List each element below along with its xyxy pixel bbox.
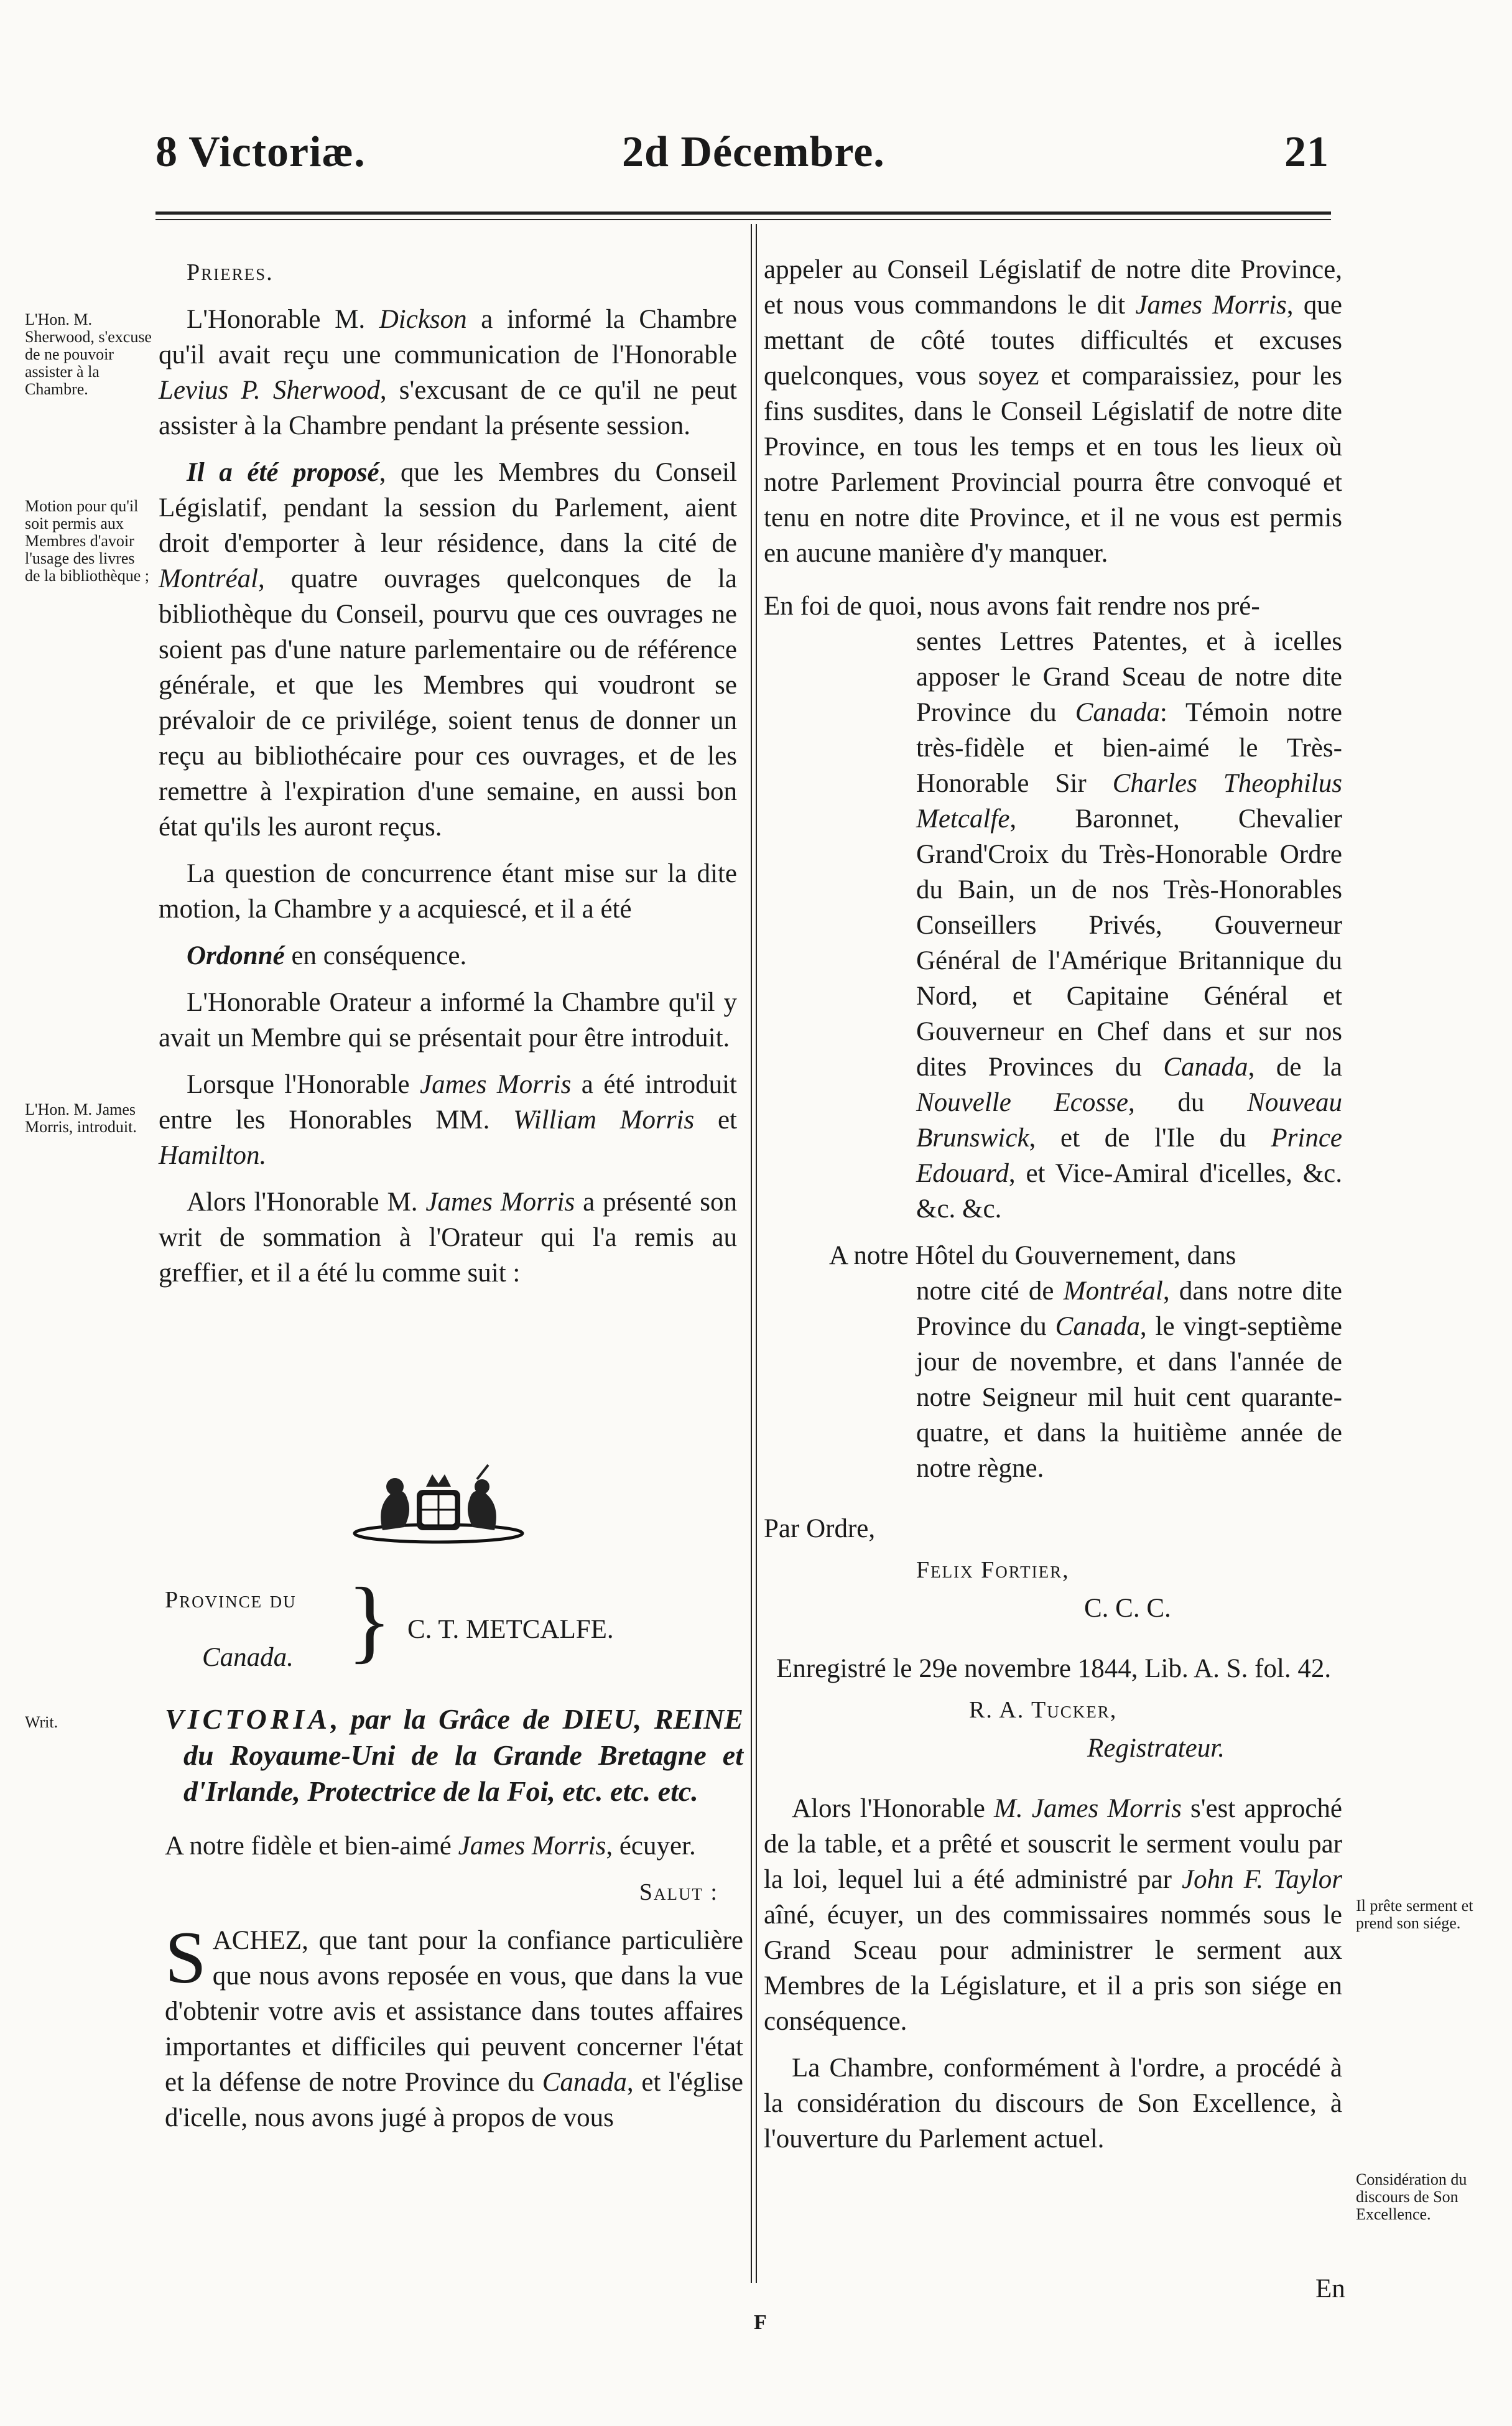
- margin-note-writ: Writ.: [25, 1713, 58, 1731]
- column-divider: [751, 224, 757, 2283]
- name-metcalfe: Charles Theophilus Metcalfe: [916, 769, 1343, 834]
- name-sherwood: Levius P. Sherwood: [159, 376, 380, 405]
- canada: Canada: [542, 2068, 627, 2097]
- text: , écuyer.: [606, 1831, 696, 1861]
- margin-note-sherwood: L'Hon. M. Sherwood, s'excuse de ne pouvoir assister à la Chambre.: [25, 310, 152, 398]
- canada: Canada: [1163, 1053, 1248, 1082]
- paragraph-concurrence: La question de concurrence étant mise sur la dite motion, la Chambre y a acquiescé, et il a été: [159, 859, 737, 924]
- signatory-registrateur: Registrateur.: [1087, 1734, 1225, 1763]
- writ-text: [165, 1701, 743, 2147]
- text: , que mettant de côté toutes difficultés et excuses quelconques, vous soyez et comparaissiez, pour les fins susdites, dans le Conseil Législatif de notre dite Province, en tous les temps et en tous les lieux où notre Parlement Provincial pourra être convoqué et tenu en notre dite Province, et il ne vous est permis en aucune manière d'y manquer.: [764, 290, 1342, 568]
- running-title-date: 2d Décembre.: [622, 128, 885, 176]
- text: appeler au Conseil Législatif de notre dite Province, et nous vous commandons le dit: [764, 255, 1342, 320]
- right-column: [764, 252, 1342, 2168]
- text: : Témoin notre très-fidèle et bien-aimé le Très-Honorable Sir: [916, 698, 1342, 798]
- text: a présenté son writ de sommation à l'Orateur qui l'a remis au greffier, et il a été lu comme suit :: [159, 1187, 737, 1288]
- text: , que les Membres du Conseil Législatif, pendant la session du Parlement, aient droit d'emporter à leur résidence, dans la cité de: [159, 458, 737, 558]
- margin-note-morris: L'Hon. M. James Morris, introduit.: [25, 1100, 137, 1136]
- paragraph-motion: [159, 455, 737, 845]
- name-james-morris: James Morris: [425, 1187, 575, 1217]
- text: a informé la Chambre qu'il avait reçu une communication de l'Honorable: [159, 305, 737, 369]
- city-montreal: Montréal: [1063, 1276, 1163, 1306]
- paragraph-writ-presented: [159, 1184, 737, 1291]
- margin-note-motion: Motion pour qu'il soit permis aux Membres d'avoir l'usage des livres de la bibliothèque ;: [25, 497, 150, 585]
- text: , et l'église d'icelle, nous avons jugé à propos de vous: [165, 2068, 743, 2132]
- section-heading-prieres: Prieres.: [187, 259, 274, 286]
- paragraph-hotel: [764, 1238, 1342, 1486]
- name-james-morris: M. James Morris: [994, 1794, 1182, 1823]
- text: Alors l'Honorable: [792, 1794, 995, 1823]
- canada: Canada: [1075, 698, 1160, 727]
- signatory-ccc: C. C. C.: [1084, 1594, 1171, 1623]
- left-column: [159, 255, 737, 1302]
- text: ACHEZ, que tant pour la confiance particulière que nous avons reposée en vous, que dans la vue d'obtenir votre avis et assistance dans toutes affaires importantes et difficiles qui peuvent concerner l'état et la défense de notre Province du: [165, 1926, 743, 2097]
- text: , dans notre dite Province du: [916, 1276, 1342, 1341]
- brace-glyph: }: [347, 1569, 392, 1672]
- paragraph-serment: [764, 1791, 1342, 2039]
- catchword: En: [1315, 2274, 1345, 2303]
- hotel-body: [764, 1273, 1342, 1486]
- signatory-tucker: R. A. Tucker,: [969, 1697, 1118, 1723]
- prince-edouard: Prince Edouard: [916, 1123, 1342, 1188]
- margin-note-serment: Il prête serment et prend son siége.: [1356, 1897, 1473, 1932]
- name-john-taylor: John F. Taylor: [1182, 1865, 1342, 1894]
- text: en conséquence.: [284, 941, 467, 970]
- text: , le vingt-septième jour de novembre, et dans l'année de notre Seigneur mil huit cent quarante-quatre, et dans la huitième année de notre règne.: [916, 1312, 1342, 1483]
- margin-note-consideration: Considération du discours de Son Excellence.: [1356, 2170, 1467, 2223]
- par-ordre: Par Ordre,: [764, 1514, 876, 1543]
- city-montreal: Montréal: [159, 564, 259, 593]
- text: Alors l'Honorable M.: [187, 1187, 426, 1217]
- text: A notre Hôtel du Gouvernement, dans: [829, 1241, 1236, 1270]
- paragraph-en-foi: [764, 588, 1342, 1227]
- addressee: [165, 1828, 743, 1864]
- text: sentes Lettres Patentes, et à icelles apposer le Grand Sceau de notre dite Province du: [916, 627, 1342, 727]
- victoria: VICTORIA: [165, 1703, 332, 1735]
- text: , et de l'Ile du: [1029, 1123, 1271, 1153]
- canada: Canada: [1055, 1312, 1140, 1341]
- registration-note: Enregistré le 29e novembre 1844, Lib. A. S. fol. 42.: [776, 1654, 1332, 1683]
- text: , et Vice-Amiral d'icelles, &c. &c. &c.: [916, 1159, 1342, 1224]
- text: s'est approché de la table, et a prêté et souscrit le serment voulu par la loi, lequel lui a été administré par: [764, 1794, 1342, 1894]
- paragraph-consideration: La Chambre, conformément à l'ordre, a procédé à la considération du discours de Son Excellence, à l'ouverture du Parlement actuel.: [764, 2053, 1342, 2154]
- text: , quatre ouvrages quelconques de la bibliothèque du Conseil, pourvu que ces ouvrages ne soient pas d'une nature parlementaire ou de référence générale, et que les Membres qui voudront se prévaloir de ce privilége, soient tenus de donner un reçu au bibliothécaire pour ces ouvrages, et de les remettre à l'expiration d'une semaine, en aussi bon état qu'ils les auront reçus.: [159, 564, 737, 842]
- name-james-morris: James Morris: [458, 1831, 606, 1861]
- text: , s'excusant de ce qu'il ne peut assister à la Chambre pendant la présente session.: [159, 376, 737, 440]
- signer-metcalfe: C. T. METCALFE.: [407, 1615, 614, 1644]
- text: , Baronnet, Chevalier Grand'Croix du Très-Honorable Ordre du Bain, un de nos Très-Honorables Conseillers Privés, Gouverneur Général de l'Amérique Britannique du Nord, et Capitaine Général et Gouverneur en Chef dans et sur nos dites Provinces du: [916, 804, 1342, 1082]
- paragraph-sherwood: [159, 302, 737, 444]
- province-label: Province du: [165, 1587, 297, 1613]
- salut: Salut :: [639, 1879, 718, 1905]
- text: a été introduit entre les Honorables MM.: [159, 1070, 737, 1135]
- sachez-paragraph: [165, 1916, 743, 2136]
- paragraph-introduction: [159, 1067, 737, 1173]
- nouvelle-ecosse: Nouvelle Ecosse: [916, 1088, 1128, 1117]
- name-james-morris: James Morris: [1135, 290, 1287, 320]
- running-title-left: 8 Victoriæ.: [155, 128, 366, 176]
- header-rule-thick: [155, 211, 1331, 215]
- text: A notre fidèle et bien-aimé: [165, 1831, 458, 1861]
- text: , de la: [1248, 1053, 1342, 1082]
- victoria-heading: [165, 1701, 743, 1810]
- signatory-fortier: Felix Fortier,: [916, 1557, 1070, 1583]
- signature-mark: F: [754, 2311, 767, 2334]
- nouveau-brunswick: Nouveau Brunswick: [916, 1088, 1342, 1153]
- paragraph-appeler: [764, 252, 1342, 571]
- ordonne-lead: Ordonné: [187, 941, 285, 970]
- paragraph-ordonne: [159, 938, 737, 974]
- text: aîné, écuyer, un des commissaires nommés sous le Grand Sceau pour administrer le serment aux Membres de la Législature, et il a pris son siége en conséquence.: [764, 1900, 1342, 2036]
- paragraph-orateur: L'Honorable Orateur a informé la Chambre qu'il y avait un Membre qui se présentait pour être introduit.: [159, 988, 737, 1053]
- page-number: 21: [1284, 128, 1329, 176]
- text: notre cité de: [916, 1276, 1064, 1306]
- drop-cap-s: S: [165, 1916, 206, 1999]
- text: Lorsque l'Honorable: [187, 1070, 420, 1099]
- en-foi-body: [764, 624, 1342, 1227]
- name-james-morris: James Morris: [419, 1070, 572, 1099]
- name-dickson: Dickson: [379, 305, 467, 334]
- name-hamilton: Hamilton.: [159, 1141, 267, 1170]
- text: , par la Grâce de DIEU, REINE du Royaume-Uni de la Grande Bretagne et d'Irlande, Protectrice de la Foi, etc. etc. etc.: [183, 1703, 743, 1807]
- text: En foi de quoi, nous avons fait rendre nos pré-: [764, 592, 1260, 621]
- province-name: Canada.: [202, 1643, 294, 1672]
- motion-lead: Il a été proposé: [187, 458, 379, 487]
- text: L'Honorable M.: [187, 305, 379, 334]
- name-william-morris: William Morris: [513, 1105, 695, 1135]
- text: , du: [1128, 1088, 1248, 1117]
- header-rule-thin: [155, 219, 1331, 220]
- royal-coat-of-arms-image: [345, 1462, 532, 1546]
- text: et: [694, 1105, 737, 1135]
